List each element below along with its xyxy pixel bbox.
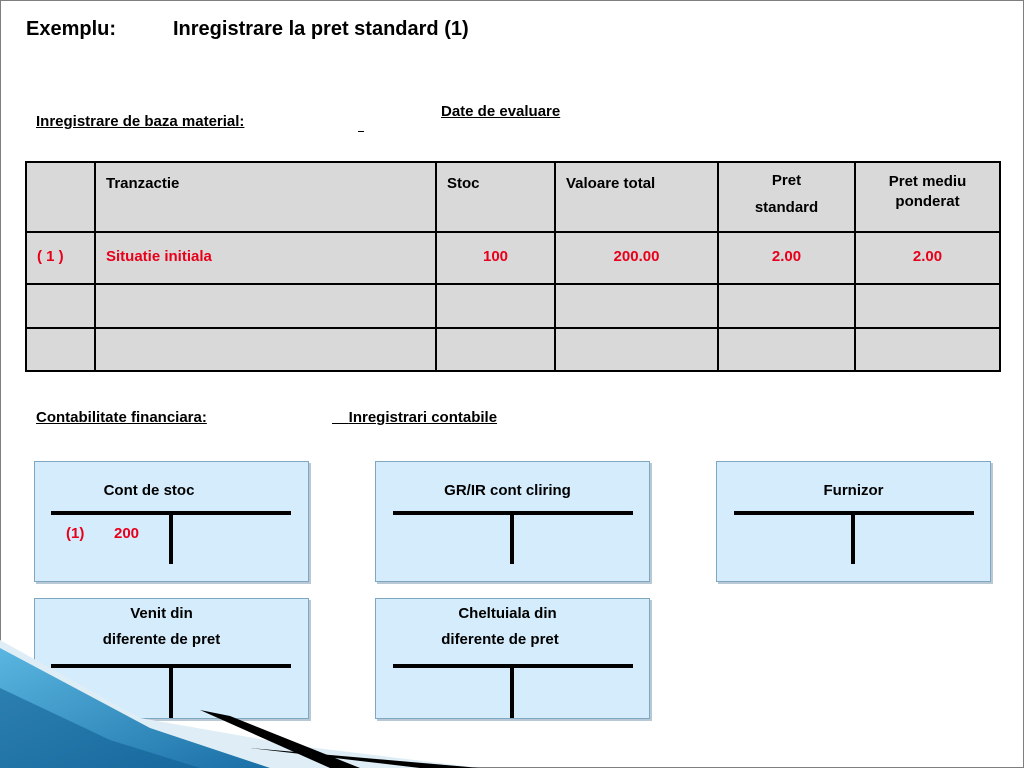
entry-value: 200: [114, 525, 140, 542]
eval-label: Date de evaluare: [441, 103, 561, 120]
t-account-gr-ir: [375, 461, 650, 582]
title-text: Inregistrare la pret standard (1): [173, 18, 469, 40]
t-account-vertical-line: [851, 511, 855, 564]
row-pret-standard: 2.00: [718, 232, 855, 284]
table-row: [26, 284, 1000, 328]
table-row: [26, 328, 1000, 371]
header-cell-stoc: Stoc: [436, 162, 555, 232]
row-pret-mediu: 2.00: [855, 232, 1000, 284]
header-cell-index: [26, 162, 95, 232]
account-title: GR/IR cont cliring: [444, 482, 571, 499]
header-cell-pret-standard: Pret standard: [718, 162, 855, 232]
row-stoc: 100: [436, 232, 555, 284]
header-cell-tranzactie: Tranzactie: [95, 162, 436, 232]
financial-label: Contabilitate financiara:: [36, 409, 207, 426]
entries-label: Inregistrari contabile: [348, 409, 498, 426]
account-title: Furnizor: [823, 482, 884, 499]
account-title: Cont de stoc: [103, 482, 195, 499]
t-account-vertical-line: [169, 511, 173, 564]
account-title-line2: diferente de pret: [102, 631, 221, 648]
account-title-line2: diferente de pret: [441, 631, 559, 648]
slide-title: [26, 18, 469, 41]
t-account-furnizor: [716, 461, 991, 582]
underline-mark: [358, 131, 364, 132]
evaluation-table: [25, 161, 1001, 372]
decorative-swoosh: [0, 628, 480, 768]
table-header-row: [26, 162, 1000, 232]
title-example: Exemplu:: [26, 18, 117, 40]
header-cell-pret-mediu: Pret mediu ponderat: [855, 162, 1000, 232]
account-title: Cheltuiala din: [458, 605, 557, 622]
row-index: ( 1 ): [26, 232, 95, 284]
t-account-vertical-line: [510, 511, 514, 564]
entry-ref: (1): [66, 525, 85, 542]
header-cell-valoare: Valoare total: [555, 162, 718, 232]
t-account-cont-de-stoc: [34, 461, 309, 582]
table-row: [26, 232, 1000, 284]
material-label: Inregistrare de baza material:: [36, 113, 245, 130]
row-tranzactie: Situatie initiala: [95, 232, 436, 284]
row-valoare: 200.00: [555, 232, 718, 284]
t-account-vertical-line: [510, 664, 514, 718]
account-title: Venit din: [130, 605, 193, 622]
